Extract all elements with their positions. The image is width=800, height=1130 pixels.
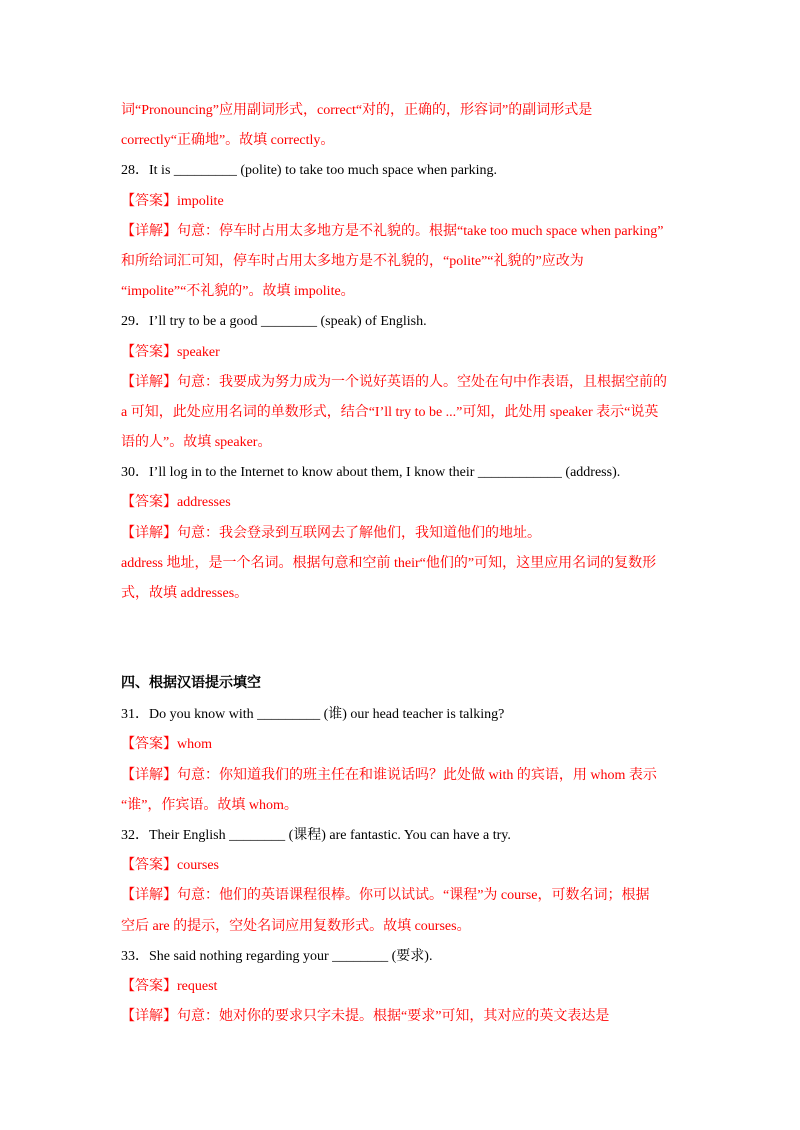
detail-line: “谁”，作宾语。故填 whom。 [121,797,298,813]
answer-29: 【答案】speaker [121,344,220,360]
detail-line: address 地址，是一个名词。根据句意和空前 their“他们的”可知，这里应用名词的复数形 [121,555,657,571]
detail-line: 【详解】句意：你知道我们的班主任在和谁说话吗？此处做 with 的宾语，用 whom 表示 [121,767,657,783]
answer-28: 【答案】impolite [121,193,224,209]
detail-line: 【详解】句意：她对你的要求只字未提。根据“要求”可知，其对应的英文表达是 [121,1009,610,1025]
detail-line: 【详解】句意：他们的英语课程很棒。你可以试试。“课程”为 course，可数名词；根据 [121,888,650,904]
answer-33: 【答案】request [121,978,218,994]
detail-line: correctly“正确地”。故填 correctly。 [121,133,335,149]
detail-line: 【详解】句意：我会登录到互联网去了解他们，我知道他们的地址。 [121,525,541,541]
section-spacer [121,609,681,660]
detail-line: 和所给词汇可知，停车时占用太多地方是不礼貌的，“polite”“礼貌的”应改为 [121,253,584,269]
question-33: 33．She said nothing regarding your ________ (要求). [121,948,433,964]
document-page [121,96,681,1032]
detail-line: 【详解】句意：我要成为努力成为一个说好英语的人。空处在句中作表语，且根据空前的 [121,374,667,390]
question-28: 28．It is _________ (polite) to take too much space when parking. [121,163,497,179]
question-32: 32．Their English ________ (课程) are fantastic. You can have a try. [121,827,511,843]
detail-line: 【详解】句意：停车时占用太多地方是不礼貌的。根据“take too much space when parking” [121,223,664,239]
answer-32: 【答案】courses [121,858,219,874]
answer-31: 【答案】whom [121,737,212,753]
detail-line: 式，故填 addresses。 [121,586,249,601]
section-title: 四、根据汉语提示填空 [121,676,261,692]
question-29: 29．I’ll try to be a good ________ (speak) of English. [121,314,427,330]
answer-30: 【答案】addresses [121,495,231,511]
detail-line: 空后 are 的提示，空处名词应用复数形式。故填 courses。 [121,918,471,934]
detail-line: “impolite”“不礼貌的”。故填 impolite。 [121,284,355,300]
detail-line: 语的人”。故填 speaker。 [121,435,272,451]
detail-line: 词“Pronouncing”应用副词形式，correct“对的，正确的，形容词”的副词形式是 [121,103,593,118]
question-30: 30．I’ll log in to the Internet to know about them, I know their ____________ (address). [121,465,621,481]
question-31: 31．Do you know with _________ (谁) our head teacher is talking? [121,707,505,723]
detail-line: a 可知，此处应用名词的单数形式，结合“I’ll try to be ...”可知，此处用 speaker 表示“说英 [121,404,659,420]
